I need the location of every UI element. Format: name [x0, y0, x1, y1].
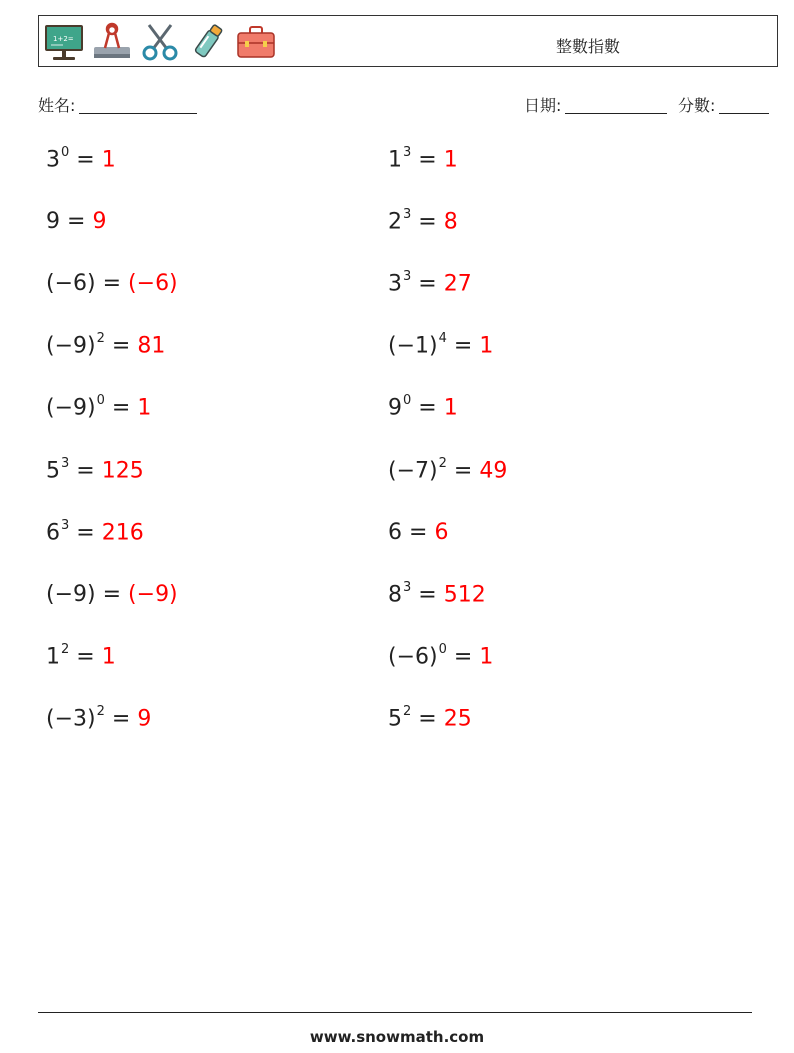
problem-base: 1 [388, 147, 402, 173]
problem-exponent: 2 [438, 456, 447, 471]
equals-sign: = [111, 706, 131, 732]
equals-sign: = [453, 333, 473, 359]
problem-exponent: 0 [61, 145, 70, 160]
problem-item [46, 706, 151, 731]
problem-base: 9 [46, 209, 60, 234]
equals-sign: = [453, 458, 473, 484]
problem-item [388, 147, 458, 172]
problem-answer: 1 [101, 644, 116, 670]
worksheet-title: 整數指數 [556, 37, 621, 56]
equals-sign: = [418, 271, 437, 297]
problem-base: 8 [388, 582, 402, 608]
problem-item [388, 209, 458, 234]
problem-exponent: 0 [438, 642, 447, 657]
equals-sign: = [76, 644, 95, 670]
problem-exponent: 2 [96, 331, 105, 346]
problem-answer: 49 [479, 458, 508, 484]
problem-answer: 8 [443, 209, 458, 235]
problem-exponent: 3 [403, 207, 412, 222]
score-field[interactable] [678, 93, 769, 116]
score-blank[interactable] [719, 99, 769, 114]
equals-sign: = [418, 706, 437, 732]
problem-answer: 9 [92, 209, 107, 234]
problem-exponent: 3 [403, 580, 412, 595]
problem-base: (−3) [46, 706, 96, 732]
footer-url: www.snowmath.com [309, 1028, 485, 1046]
equals-sign: = [67, 209, 86, 234]
problem-base: (−9) [46, 395, 96, 421]
problem-base: 3 [388, 271, 402, 297]
header-icons [43, 21, 277, 63]
problem-item [388, 333, 493, 358]
problem-answer: 1 [101, 147, 116, 173]
problem-item [46, 644, 116, 669]
scissors-icon [139, 21, 181, 63]
equals-sign: = [102, 582, 122, 607]
problem-item [46, 458, 144, 483]
problem-exponent: 0 [403, 393, 412, 408]
problem-base: 1 [46, 644, 60, 670]
problem-item [46, 395, 151, 420]
problem-base: (−6) [388, 644, 438, 670]
problem-exponent: 4 [438, 331, 447, 346]
problem-base: 9 [388, 395, 402, 421]
problem-base: 5 [388, 706, 402, 732]
problem-item [46, 209, 106, 234]
problem-answer: 512 [443, 582, 486, 608]
equals-sign: = [76, 458, 95, 484]
name-label: 姓名: [38, 96, 76, 115]
problem-exponent: 2 [403, 704, 412, 719]
equals-sign: = [409, 520, 428, 545]
problem-exponent: 3 [403, 145, 412, 160]
problem-answer: 27 [443, 271, 472, 297]
problem-base: (−6) [46, 271, 96, 296]
name-field[interactable] [38, 93, 197, 116]
problem-base: (−9) [46, 582, 96, 607]
equals-sign: = [418, 582, 437, 608]
problem-answer: 25 [443, 706, 472, 732]
problem-answer: 6 [434, 520, 449, 545]
problem-item [388, 582, 486, 607]
problem-exponent: 0 [96, 393, 105, 408]
equals-sign: = [418, 147, 437, 173]
glue-icon [187, 21, 229, 63]
problem-answer: 1 [443, 395, 458, 421]
svg-text:1+2=: 1+2= [53, 35, 74, 43]
equals-sign: = [418, 395, 437, 421]
equals-sign: = [102, 271, 122, 296]
equals-sign: = [76, 520, 95, 546]
equals-sign: = [111, 395, 131, 421]
score-label: 分數: [678, 96, 716, 115]
problem-exponent: 3 [61, 518, 70, 533]
problem-base: (−7) [388, 458, 438, 484]
date-blank[interactable] [565, 99, 667, 114]
problem-answer: 1 [479, 644, 494, 670]
problem-answer: 125 [101, 458, 144, 484]
chalkboard-icon [43, 21, 85, 63]
problem-answer: (−9) [128, 582, 178, 607]
date-label: 日期: [524, 96, 562, 115]
equals-sign: = [418, 209, 437, 235]
equals-sign: = [111, 333, 131, 359]
problem-item [46, 147, 116, 172]
problem-item [46, 582, 178, 607]
problem-base: (−1) [388, 333, 438, 359]
problem-base: 6 [388, 520, 402, 545]
problem-answer: 1 [479, 333, 494, 359]
problem-answer: 216 [101, 520, 144, 546]
problem-item [388, 458, 507, 483]
problem-item [388, 706, 472, 731]
problem-answer: (−6) [128, 271, 178, 296]
problem-base: (−9) [46, 333, 96, 359]
problem-base: 2 [388, 209, 402, 235]
problem-item [388, 644, 493, 669]
binder-clip-icon [91, 21, 133, 63]
equals-sign: = [76, 147, 95, 173]
problem-base: 3 [46, 147, 60, 173]
problem-exponent: 3 [61, 456, 70, 471]
problem-exponent: 2 [96, 704, 105, 719]
problem-base: 6 [46, 520, 60, 546]
worksheet-header [38, 15, 778, 67]
date-field[interactable] [524, 93, 667, 116]
problem-item [46, 333, 165, 358]
name-blank[interactable] [79, 99, 197, 114]
problem-item [46, 520, 144, 545]
problem-base: 5 [46, 458, 60, 484]
problem-answer: 1 [137, 395, 152, 421]
footer-divider [38, 1012, 752, 1013]
problem-item [388, 271, 472, 296]
problem-exponent: 3 [403, 269, 412, 284]
problem-item [388, 395, 458, 420]
briefcase-icon [235, 21, 277, 63]
problem-exponent: 2 [61, 642, 70, 657]
equals-sign: = [453, 644, 473, 670]
problem-answer: 1 [443, 147, 458, 173]
problem-item [46, 271, 178, 296]
problem-answer: 9 [137, 706, 152, 732]
problem-item [388, 520, 448, 545]
problem-answer: 81 [137, 333, 166, 359]
